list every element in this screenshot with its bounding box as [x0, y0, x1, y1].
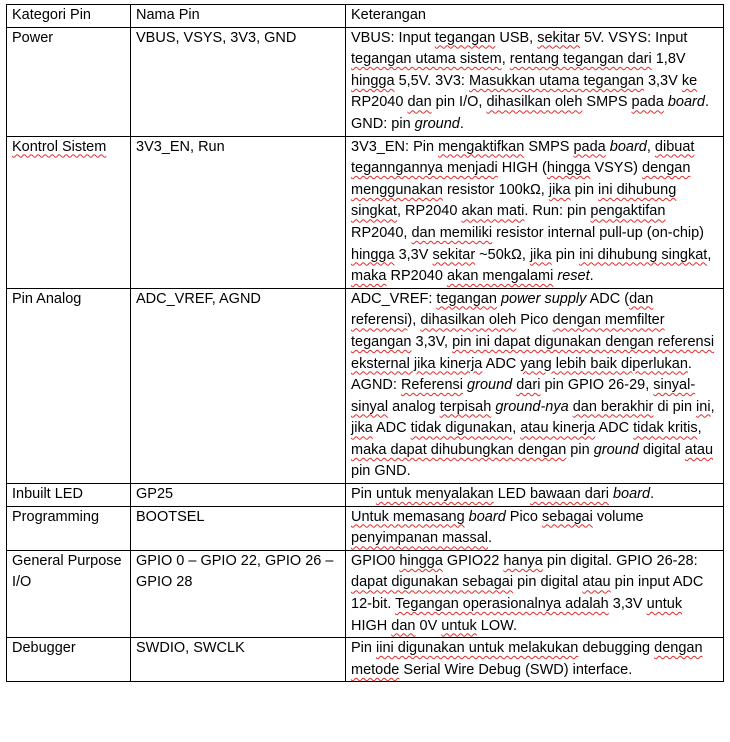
header-row	[7, 5, 724, 28]
cell-nama-pin: VBUS, VSYS, 3V3, GND	[131, 27, 346, 136]
table-row	[7, 506, 724, 550]
cell-kategori: Power	[7, 27, 131, 136]
cell-keterangan: ADC_VREF: tegangan power supply ADC (dan referensi), dihasilkan oleh Pico dengan memfilter tegangan 3,3V, pin ini dapat digunakan dengan referensi eksternal jika kinerja ADC yang lebih baik diperlukan. AGND: Referensi ground dari pin GPIO 26-29, sinyal-sinyal analog terpisah ground-nya dan berakhir di pin ini, jika ADC tidak digunakan, atau kinerja ADC tidak kritis, maka dapat dihubungkan dengan pin ground digital atau pin GND.	[346, 288, 724, 483]
cell-kategori: Pin Analog	[7, 288, 131, 483]
cell-kategori: General Purpose I/O	[7, 550, 131, 637]
table-row	[7, 136, 724, 288]
table-row	[7, 638, 724, 682]
cell-keterangan: GPIO0 hingga GPIO22 hanya pin digital. GPIO 26-28: dapat digunakan sebagai pin digital atau pin input ADC 12-bit. Tegangan operasionalnya adalah 3,3V untuk HIGH dan 0V untuk LOW.	[346, 550, 724, 637]
cell-kategori: Programming	[7, 506, 131, 550]
cell-kategori: Inbuilt LED	[7, 484, 131, 507]
cell-keterangan: Pin untuk menyalakan LED bawaan dari board.	[346, 484, 724, 507]
cell-kategori: Kontrol Sistem	[7, 136, 131, 288]
cell-keterangan: VBUS: Input tegangan USB, sekitar 5V. VSYS: Input tegangan utama sistem, rentang tegangan dari 1,8V hingga 5,5V. 3V3: Masukkan utama tegangan 3,3V ke RP2040 dan pin I/O, dihasilkan oleh SMPS pada board. GND: pin ground.	[346, 27, 724, 136]
cell-nama-pin: BOOTSEL	[131, 506, 346, 550]
header-kategori-pin: Kategori Pin	[7, 5, 131, 28]
table-row	[7, 288, 724, 483]
cell-nama-pin: 3V3_EN, Run	[131, 136, 346, 288]
table-row	[7, 484, 724, 507]
cell-keterangan: Pin iini digunakan untuk melakukan debugging dengan metode Serial Wire Debug (SWD) interface.	[346, 638, 724, 682]
cell-nama-pin: ADC_VREF, AGND	[131, 288, 346, 483]
header-nama-pin: Nama Pin	[131, 5, 346, 28]
cell-nama-pin: GPIO 0 – GPIO 22, GPIO 26 – GPIO 28	[131, 550, 346, 637]
cell-nama-pin: SWDIO, SWCLK	[131, 638, 346, 682]
cell-nama-pin: GP25	[131, 484, 346, 507]
pin-table	[6, 4, 724, 682]
header-keterangan: Keterangan	[346, 5, 724, 28]
table-row	[7, 27, 724, 136]
cell-keterangan: Untuk memasang board Pico sebagai volume penyimpanan massal.	[346, 506, 724, 550]
table-row	[7, 550, 724, 637]
cell-kategori: Debugger	[7, 638, 131, 682]
cell-keterangan: 3V3_EN: Pin mengaktifkan SMPS pada board, dibuat teganngannya menjadi HIGH (hingga VSYS) dengan menggunakan resistor 100kΩ, jika pin ini dihubung singkat, RP2040 akan mati. Run: pin pengaktifan RP2040, dan memiliki resistor internal pull-up (on-chip) hingga 3,3V sekitar ~50kΩ, jika pin ini dihubung singkat, maka RP2040 akan mengalami reset.	[346, 136, 724, 288]
